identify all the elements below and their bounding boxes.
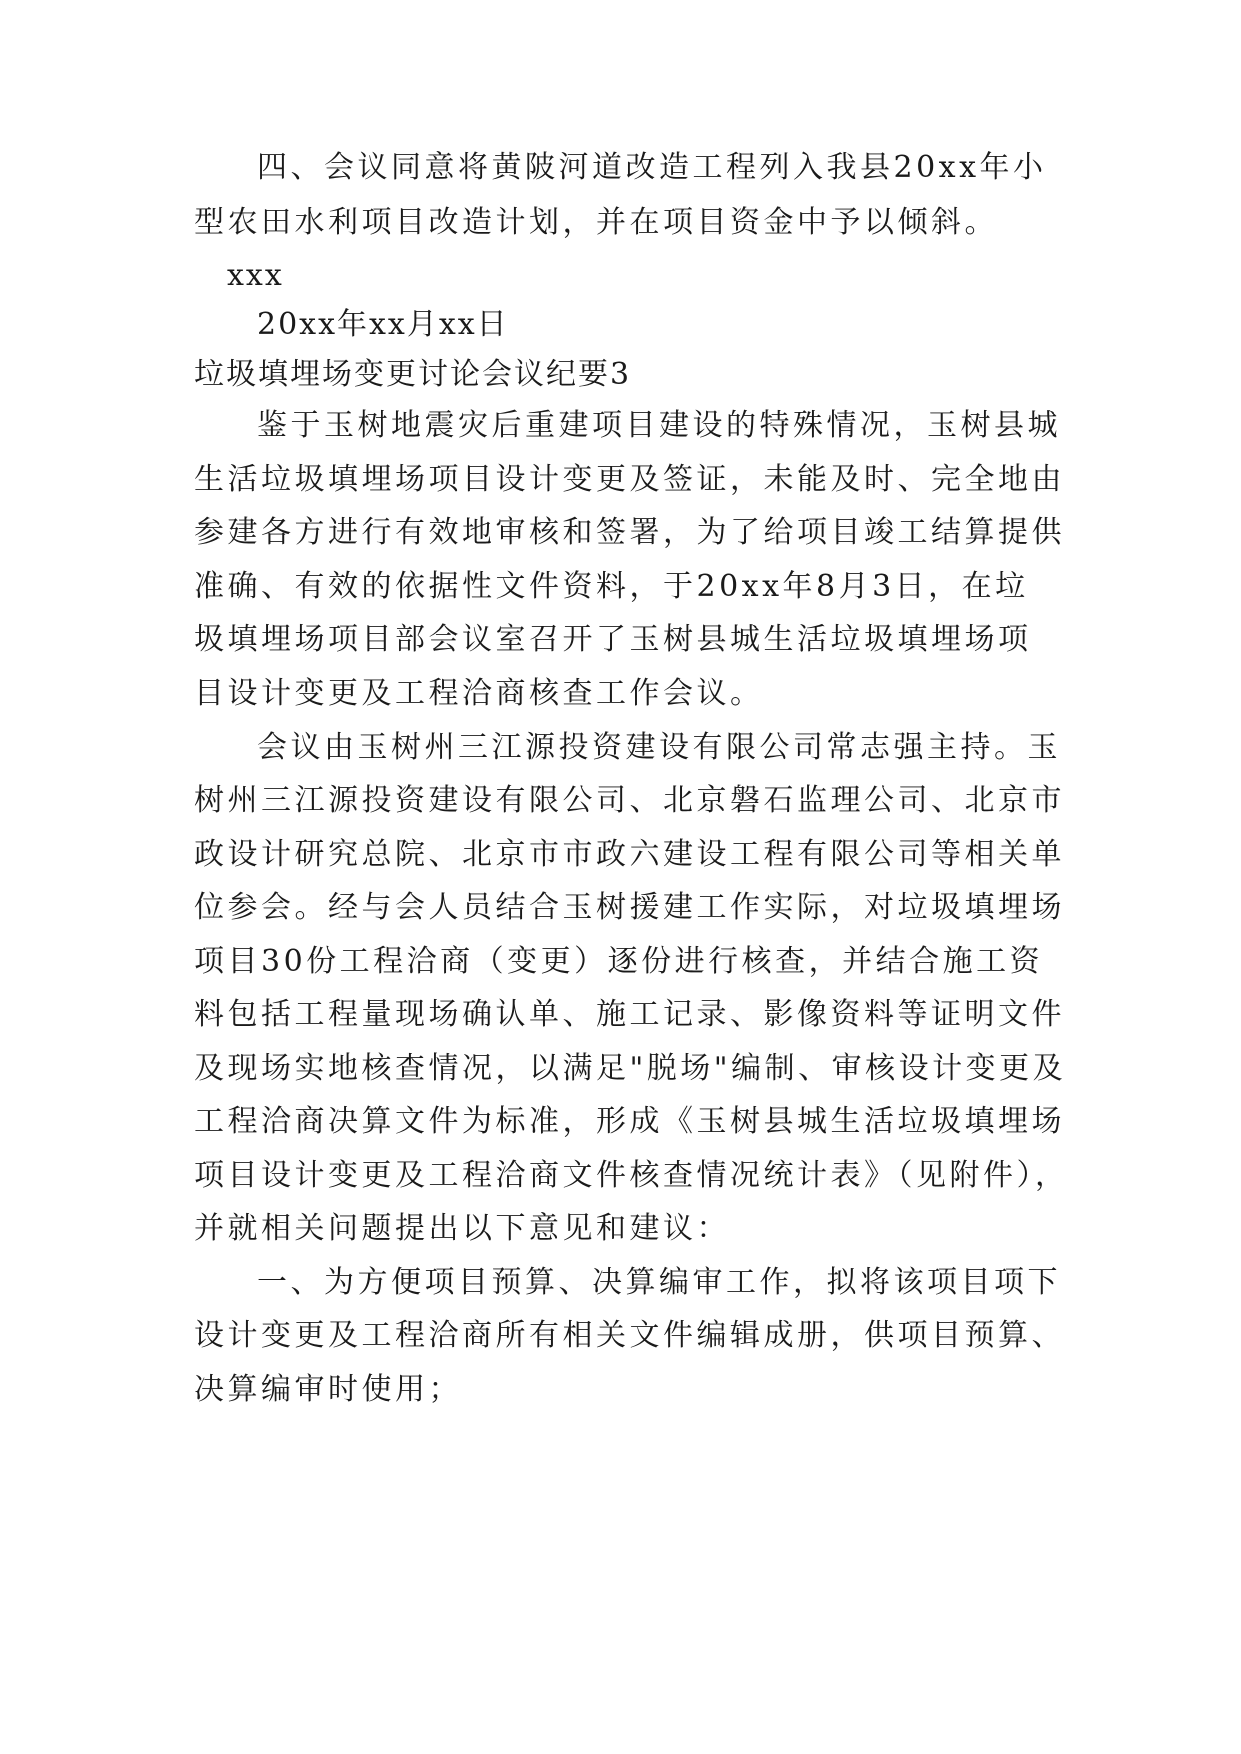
paragraph-line: 型农田水利项目改造计划，并在项目资金中予以倾斜。 [194,205,998,240]
paragraph-line: 项目30份工程洽商（变更）逐份进行核查，并结合施工资 [194,944,1044,979]
paragraph-line: 会议由玉树州三江源投资建设有限公司常志强主持。玉 [257,730,1061,765]
paragraph-line: 位参会。经与会人员结合玉树援建工作实际，对垃圾填埋场 [194,890,1065,925]
paragraph-line: 鉴于玉树地震灾后重建项目建设的特殊情况，玉树县城 [257,408,1061,443]
paragraph-line: 料包括工程量现场确认单、施工记录、影像资料等证明文件 [194,997,1065,1032]
paragraph-line: 目设计变更及工程洽商核查工作会议。 [194,676,764,711]
paragraph-line: 圾填埋场项目部会议室召开了玉树县城生活垃圾填埋场项 [194,622,1032,657]
paragraph-line: 决算编审时使用； [194,1372,462,1407]
paragraph-line: 及现场实地核查情况，以满足"脱场"编制、审核设计变更及 [194,1051,1067,1086]
paragraph-line: 项目设计变更及工程洽商文件核查情况统计表》（见附件）， [194,1158,1069,1193]
signature-name: xxx [227,258,284,293]
paragraph-line: 设计变更及工程洽商所有相关文件编辑成册，供项目预算、 [194,1318,1065,1353]
paragraph-line: 生活垃圾填埋场项目设计变更及签证，未能及时、完全地由 [194,462,1065,497]
paragraph-line: 参建各方进行有效地审核和签署，为了给项目竣工结算提供 [194,515,1065,550]
paragraph-line: 树州三江源投资建设有限公司、北京磐石监理公司、北京市 [194,783,1065,818]
section-heading: 垃圾填埋场变更讨论会议纪要3 [194,357,632,392]
paragraph-line: 准确、有效的依据性文件资料，于20xx年8月3日，在垃 [194,569,1029,604]
paragraph-line: 一、为方便项目预算、决算编审工作，拟将该项目项下 [257,1265,1061,1300]
paragraph-line: 并就相关问题提出以下意见和建议： [194,1211,730,1246]
paragraph-line: 工程洽商决算文件为标准，形成《玉树县城生活垃圾填埋场 [194,1104,1065,1139]
signature-date: 20xx年xx月xx日 [257,307,509,342]
paragraph-line: 政设计研究总院、北京市市政六建设工程有限公司等相关单 [194,837,1065,872]
paragraph-line: 四、会议同意将黄陂河道改造工程列入我县20xx年小 [257,150,1047,185]
